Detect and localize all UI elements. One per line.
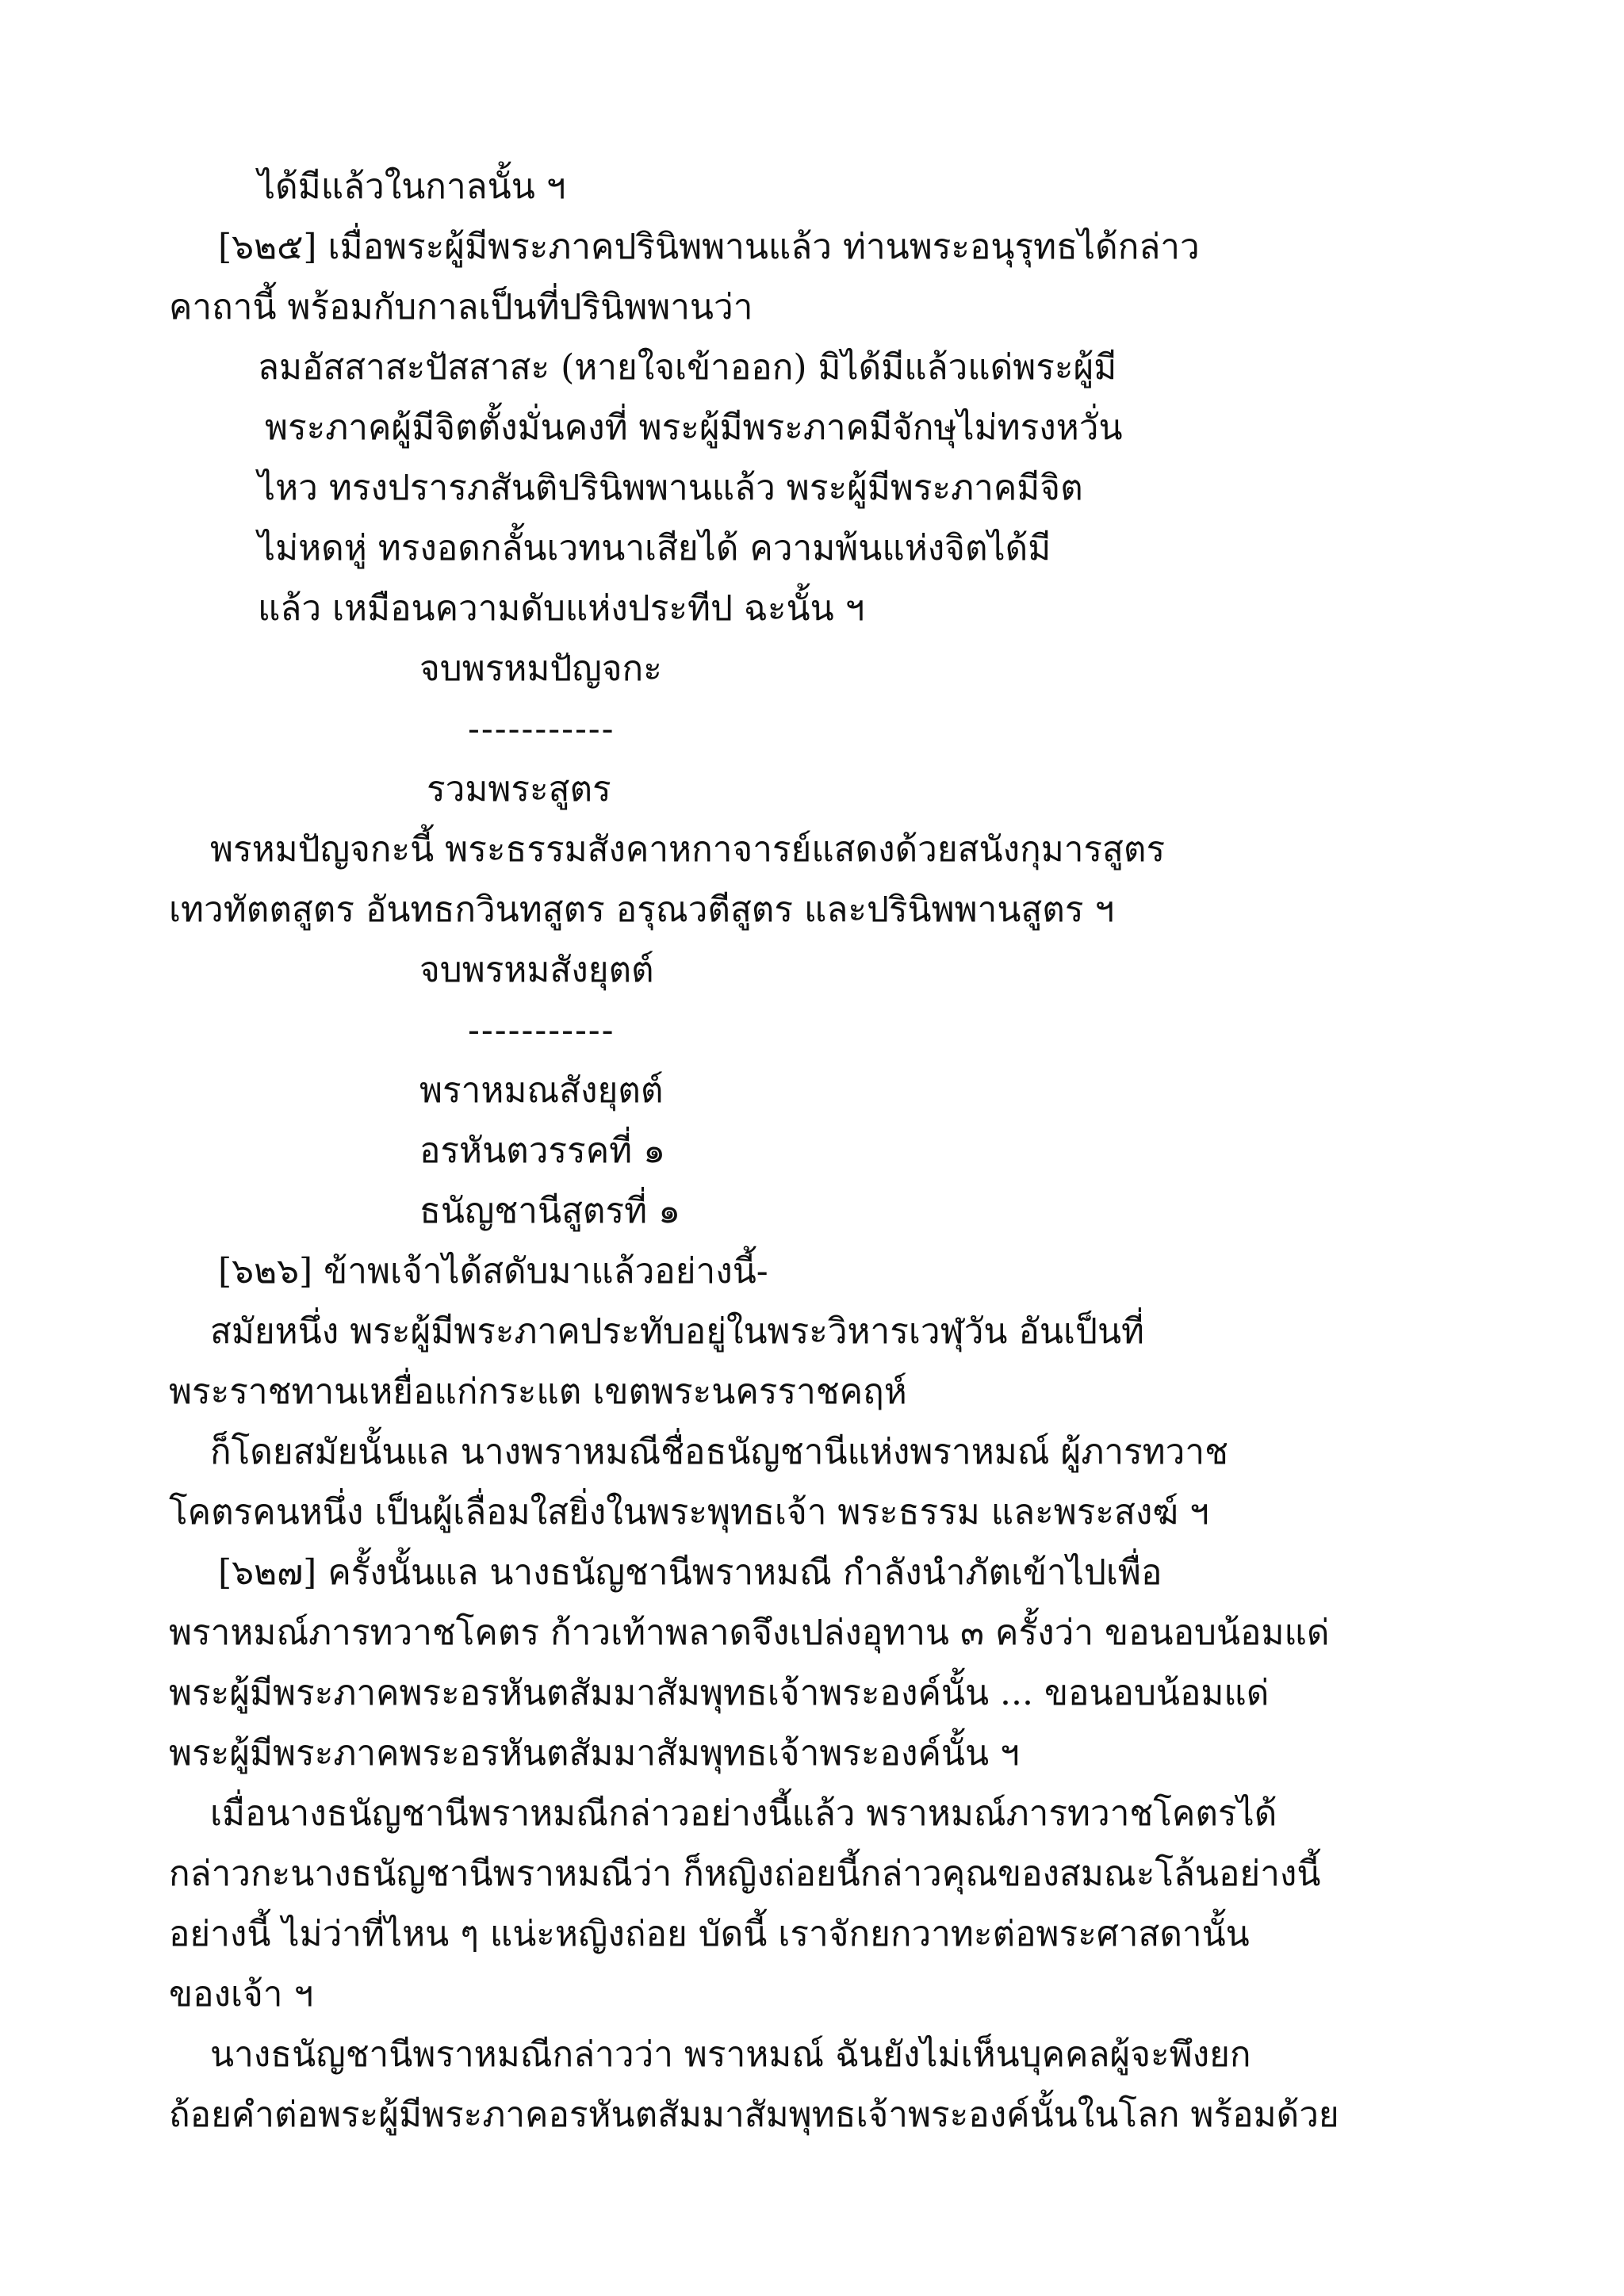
paragraph-line: พระผู้มีพระภาคพระอรหันตสัมมาสัมพุทธเจ้าพระองค์นั้น ... ขอนอบน้อมแด่ — [169, 1673, 1270, 1713]
paragraph-line: อย่างนี้ ไม่ว่าที่ไหน ๆ แน่ะหญิงถ่อย บัดนี้ เราจักยกวาทะต่อพระศาสดานั้น — [169, 1914, 1250, 1954]
paragraph-line: พราหมณ์ภารทวาชโคตร ก้าวเท้าพลาดจึงเปล่งอุทาน ๓ ครั้งว่า ขอนอบน้อมแด่ — [169, 1613, 1330, 1653]
paragraph-line: ของเจ้า ฯ — [169, 1974, 314, 2015]
paragraph-625-first-line: [๖๒๕] เมื่อพระผู้มีพระภาคปรินิพพานแล้ว ท่านพระอนุรุทธได้กล่าว — [218, 227, 1200, 267]
paragraph-line: พระราชทานเหยื่อแก่กระแต เขตพระนครราชคฤห์ — [169, 1372, 907, 1412]
section-end-heading: จบพรหมปัญจกะ — [419, 649, 662, 689]
section-divider: ----------- — [468, 709, 615, 749]
paragraph-line: กล่าวกะนางธนัญชานีพราหมณีว่า ก็หญิงถ่อยนี้กล่าวคุณของสมณะโล้นอย่างนี้ — [169, 1854, 1321, 1894]
summary-line: เทวทัตตสูตร อันทธกวินทสูตร อรุณวตีสูตร และปรินิพพานสูตร ฯ — [169, 890, 1115, 930]
paragraph-line: พระผู้มีพระภาคพระอรหันตสัมมาสัมพุทธเจ้าพระองค์นั้น ฯ — [169, 1733, 1020, 1774]
paragraph-line: ถ้อยคำต่อพระผู้มีพระภาคอรหันตสัมมาสัมพุทธเจ้าพระองค์นั้นในโลก พร้อมด้วย — [169, 2095, 1339, 2135]
verse-line: พระภาคผู้มีจิตตั้งมั่นคงที่ พระผู้มีพระภาคมีจักษุไม่ทรงหวั่น — [265, 408, 1123, 448]
verse-line: ไหว ทรงปรารภสันติปรินิพพานแล้ว พระผู้มีพระภาคมีจิต — [258, 468, 1083, 508]
paragraph-line: นางธนัญชานีพราหมณีกล่าวว่า พราหมณ์ ฉันยังไม่เห็นบุคคลผู้จะพึงยก — [210, 2034, 1251, 2075]
section-divider: ----------- — [468, 1010, 615, 1050]
paragraph-line: คาถานี้ พร้อมกับกาลเป็นที่ปรินิพพานว่า — [169, 287, 753, 327]
paragraph-627-first-line: [๖๒๗] ครั้งนั้นแล นางธนัญชานีพราหมณี กำลังนำภัตเข้าไปเพื่อ — [218, 1552, 1162, 1593]
verse-line: ไม่หดหู่ ทรงอดกลั้นเวทนาเสียได้ ความพ้นแห่งจิตได้มี — [258, 528, 1051, 568]
samyutta-title: พราหมณสังยุตต์ — [419, 1070, 664, 1111]
summary-line: พรหมปัญจกะนี้ พระธรรมสังคาหกาจารย์แสดงด้วยสนังกุมารสูตร — [210, 829, 1166, 870]
paragraph-line: ก็โดยสมัยนั้นแล นางพราหมณีชื่อธนัญชานีแห่งพราหมณ์ ผู้ภารทวาช — [210, 1432, 1228, 1472]
paragraph-line: โคตรคนหนึ่ง เป็นผู้เลื่อมใสยิ่งในพระพุทธเจ้า พระธรรม และพระสงฆ์ ฯ — [169, 1492, 1209, 1533]
paragraph-line: ได้มีแล้วในกาลนั้น ฯ — [258, 166, 566, 207]
verse-line: ลมอัสสาสะปัสสาสะ (หายใจเข้าออก) มิได้มีแล้วแด่พระผู้มี — [258, 347, 1117, 388]
paragraph-line: เมื่อนางธนัญชานีพราหมณีกล่าวอย่างนี้แล้ว พราหมณ์ภารทวาชโคตรได้ — [210, 1793, 1277, 1834]
sutta-title: ธนัญชานีสูตรที่ ๑ — [419, 1191, 681, 1231]
summary-heading: รวมพระสูตร — [427, 769, 611, 809]
verse-line: แล้ว เหมือนความดับแห่งประทีป ฉะนั้น ฯ — [258, 588, 865, 629]
paragraph-626-first-line: [๖๒๖] ข้าพเจ้าได้สดับมาแล้วอย่างนี้- — [218, 1251, 768, 1292]
paragraph-line: สมัยหนึ่ง พระผู้มีพระภาคประทับอยู่ในพระวิหารเวฬุวัน อันเป็นที่ — [210, 1311, 1145, 1352]
vagga-title: อรหันตวรรคที่ ๑ — [419, 1131, 666, 1171]
samyutta-end-heading: จบพรหมสังยุตต์ — [419, 950, 654, 990]
